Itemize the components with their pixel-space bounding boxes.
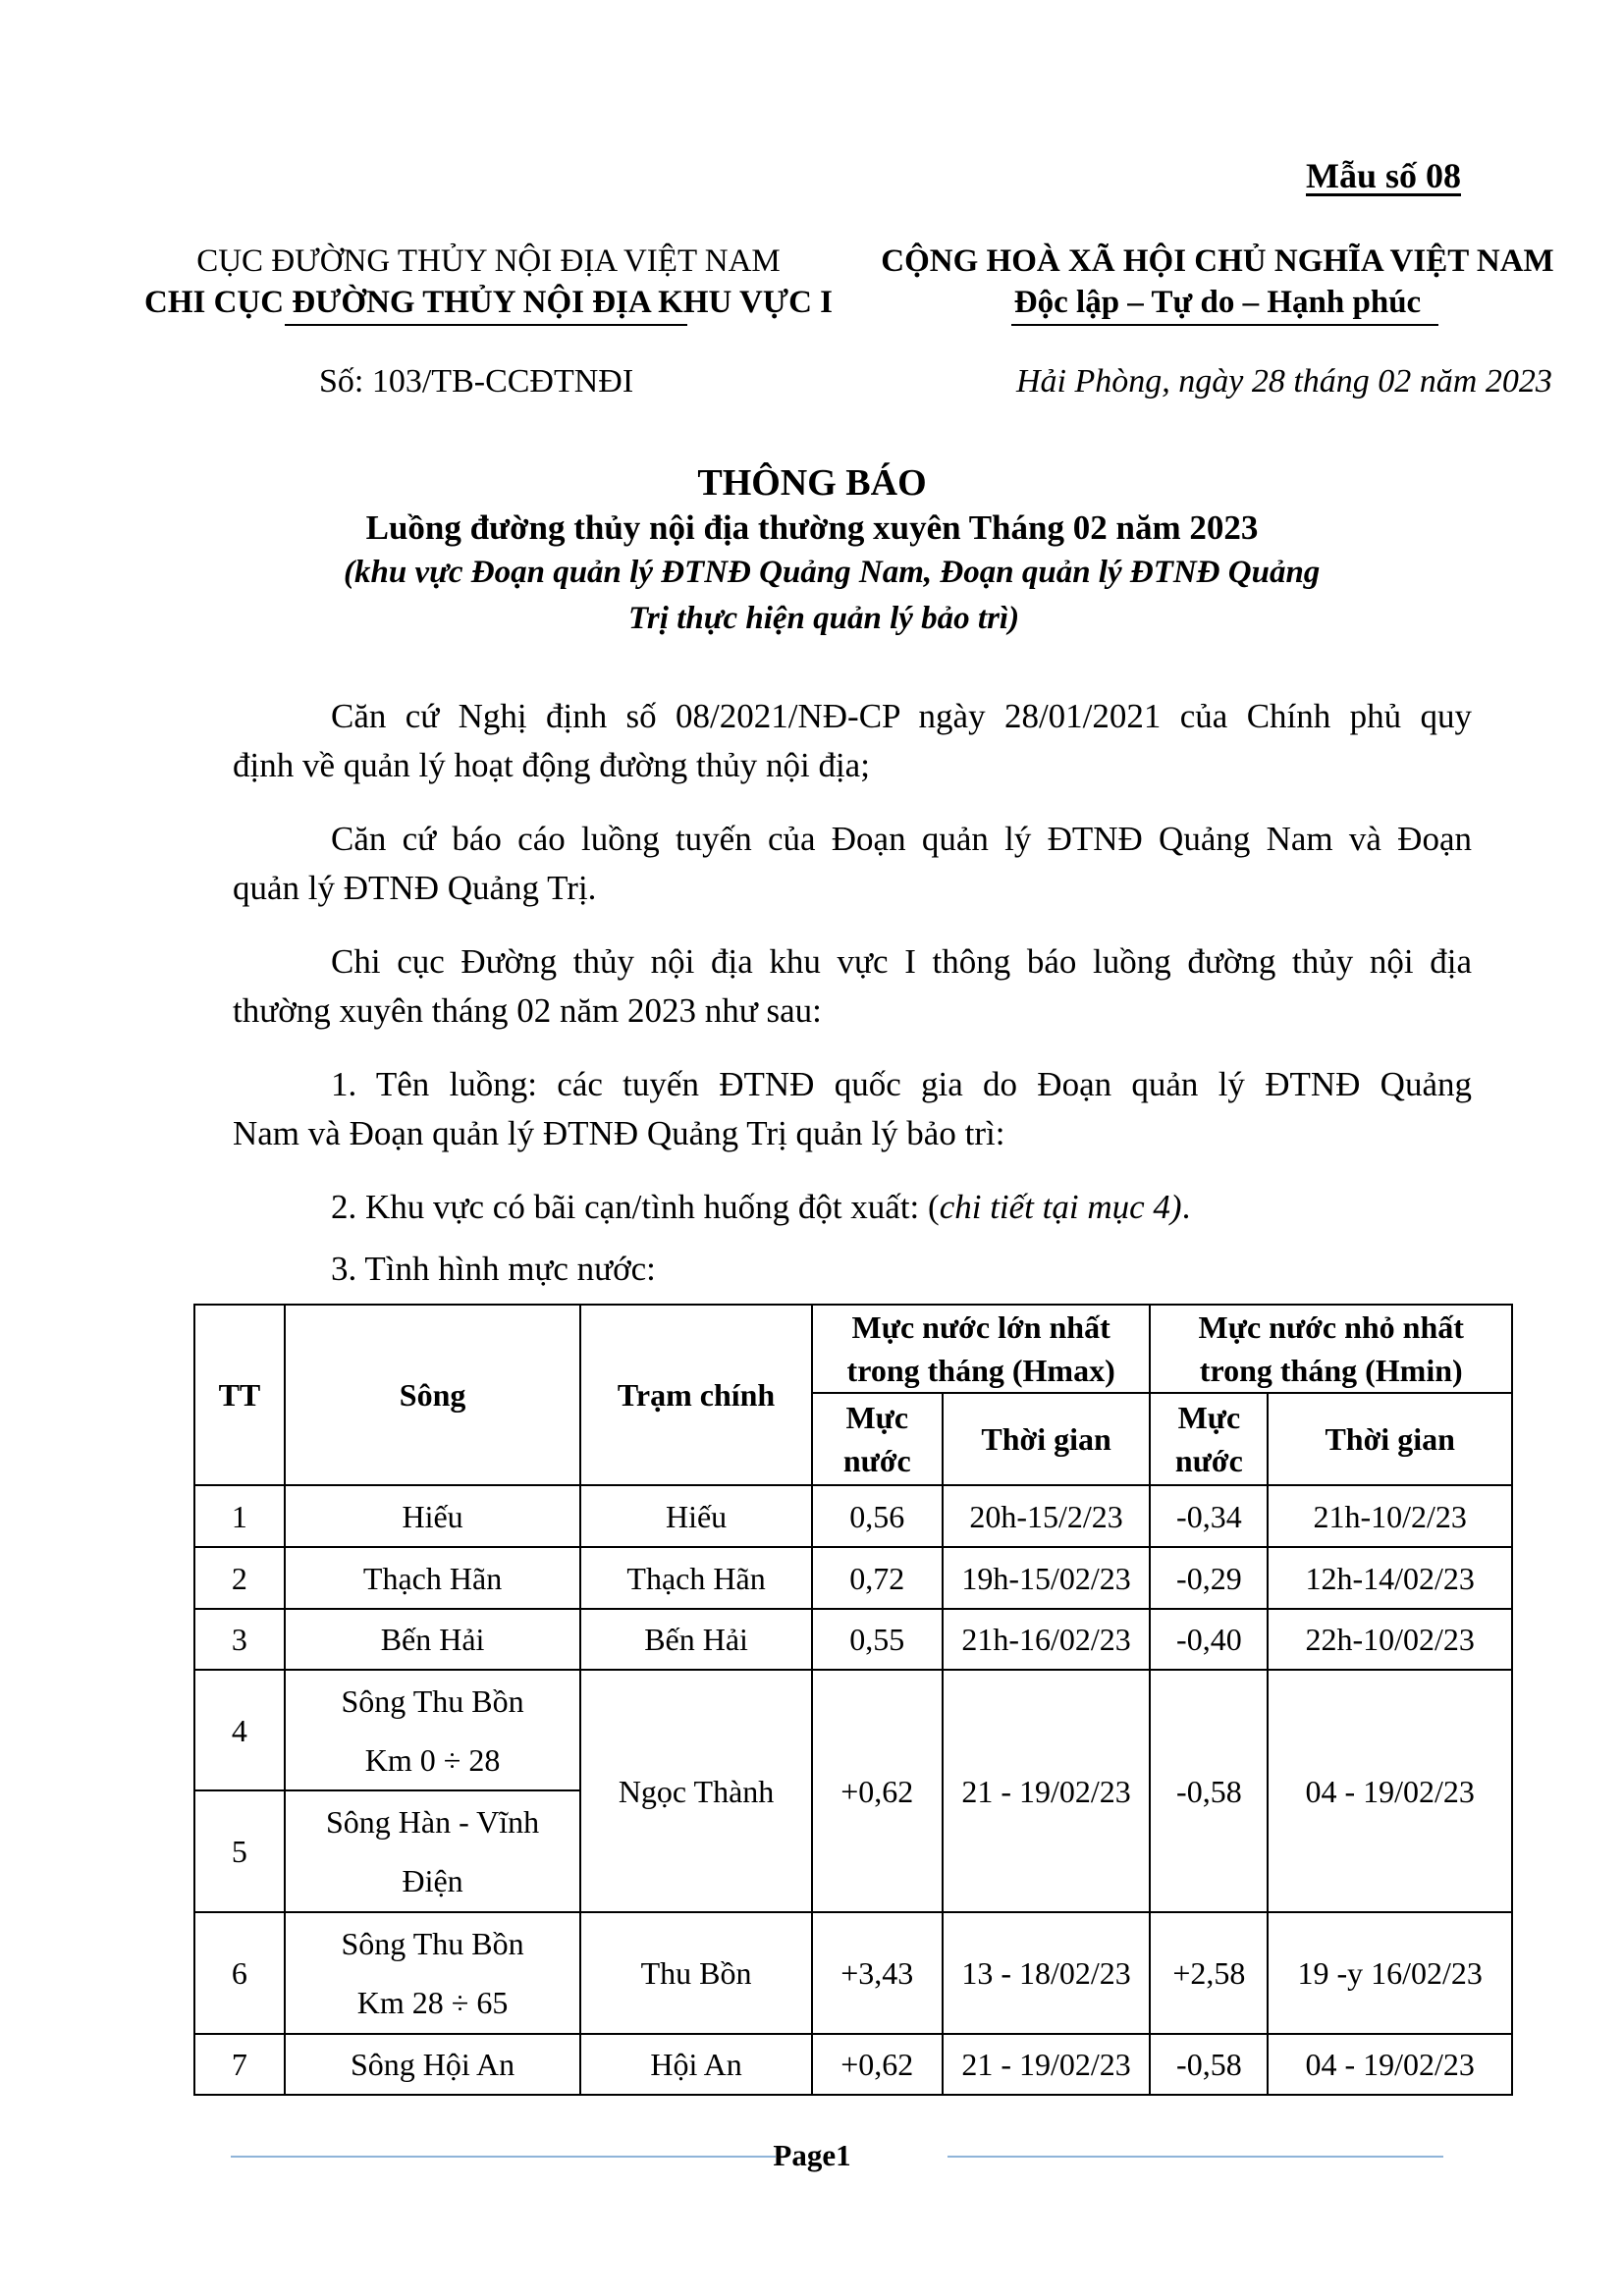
sub-agency-name: CHI CỤC ĐƯỜNG THỦY NỘI ĐỊA KHU VỰC I [144, 285, 833, 320]
paragraph-decree [233, 692, 1472, 790]
paragraph-line: định về quản lý hoạt động đường thủy nội địa; [233, 746, 870, 784]
paragraph-line: quản lý ĐTNĐ Quảng Trị. [233, 869, 597, 907]
cell-tt: 6 [194, 1912, 285, 2034]
paragraph-report [233, 815, 1472, 913]
agency-name: CỤC ĐƯỜNG THỦY NỘI ĐỊA VIỆT NAM [196, 243, 781, 279]
header-river: Sông [285, 1305, 580, 1485]
water-level-table [193, 1304, 1513, 2096]
agency-underline [285, 324, 687, 326]
cell-station: Thu Bồn [580, 1912, 812, 2034]
cell-hmax-time: 13 - 18/02/23 [943, 1912, 1151, 2034]
paragraph-line: Chi cục Đường thủy nội địa khu vực I thông báo luồng đường thủy nội địa [331, 942, 1472, 981]
cell-station: Hiếu [580, 1485, 812, 1547]
document-subtitle: Luồng đường thủy nội địa thường xuyên Tháng 02 năm 2023 [365, 508, 1259, 547]
header-hmax-level: Mực nước [812, 1393, 943, 1485]
footer-rule-right [947, 2156, 1443, 2158]
cell-tt: 4 [194, 1670, 285, 1790]
cell-tt: 7 [194, 2034, 285, 2095]
cell-tt: 5 [194, 1790, 285, 1912]
document-date: Hải Phòng, ngày 28 tháng 02 năm 2023 [1016, 363, 1552, 400]
header-tt: TT [194, 1305, 285, 1485]
motto-underline [1011, 324, 1438, 326]
cell-hmin: -0,29 [1150, 1547, 1268, 1609]
cell-hmax-time: 20h-15/2/23 [943, 1485, 1151, 1547]
cell-hmax: 0,55 [812, 1609, 943, 1670]
paragraph-line: 3. Tình hình mực nước: [331, 1250, 656, 1288]
cell-hmin-time: 04 - 19/02/23 [1268, 1670, 1512, 1912]
cell-river: Thạch Hãn [285, 1547, 580, 1609]
document-note-line1: (khu vực Đoạn quản lý ĐTNĐ Quảng Nam, Đoạn quản lý ĐTNĐ Quảng [344, 555, 1321, 590]
cell-river: Sông Thu Bồn Km 0 ÷ 28 [285, 1670, 580, 1790]
document-note-line2: Trị thực hiện quản lý bảo trì) [628, 601, 1020, 636]
cell-hmax: +0,62 [812, 1670, 943, 1912]
cell-hmin-time: 21h-10/2/23 [1268, 1485, 1512, 1547]
paragraph-line: thường xuyên tháng 02 năm 2023 như sau: [233, 991, 822, 1030]
cell-hmin: -0,34 [1150, 1485, 1268, 1547]
national-title: CỘNG HOÀ XÃ HỘI CHỦ NGHĨA VIỆT NAM [881, 243, 1554, 279]
cell-station: Thạch Hãn [580, 1547, 812, 1609]
cell-hmax: 0,56 [812, 1485, 943, 1547]
cell-station: Bến Hải [580, 1609, 812, 1670]
cell-hmin-time: 22h-10/02/23 [1268, 1609, 1512, 1670]
header-hmax-time: Thời gian [943, 1393, 1151, 1485]
cell-hmax: +0,62 [812, 2034, 943, 2095]
paragraph-shallow-area [233, 1183, 1472, 1232]
table-row [194, 1609, 1512, 1670]
paragraph-line: Căn cứ Nghị định số 08/2021/NĐ-CP ngày 28/01/2021 của Chính phủ quy [331, 697, 1472, 735]
cell-hmax-time: 21 - 19/02/23 [943, 2034, 1151, 2095]
cell-hmin-time: 12h-14/02/23 [1268, 1547, 1512, 1609]
paragraph-announcement [233, 937, 1472, 1036]
table-row [194, 1912, 1512, 2034]
cell-river: Sông Hội An [285, 2034, 580, 2095]
cell-hmax: 0,72 [812, 1547, 943, 1609]
cell-station: Hội An [580, 2034, 812, 2095]
cell-river: Hiếu [285, 1485, 580, 1547]
cell-tt: 1 [194, 1485, 285, 1547]
header-hmin-time: Thời gian [1268, 1393, 1512, 1485]
form-number: Mẫu số 08 [1306, 156, 1462, 195]
cell-tt: 3 [194, 1609, 285, 1670]
paragraph-line: Nam và Đoạn quản lý ĐTNĐ Quảng Trị quản lý bảo trì: [233, 1114, 1005, 1152]
table-row [194, 1670, 1512, 1790]
cell-river: Bến Hải [285, 1609, 580, 1670]
cell-hmin: -0,58 [1150, 2034, 1268, 2095]
cell-hmin: -0,40 [1150, 1609, 1268, 1670]
cell-hmin-time: 19 -y 16/02/23 [1268, 1912, 1512, 2034]
cell-hmin-time: 04 - 19/02/23 [1268, 2034, 1512, 2095]
header-hmax: Mực nước lớn nhất trong tháng (Hmax) [812, 1305, 1151, 1393]
cell-hmin: -0,58 [1150, 1670, 1268, 1912]
header-station: Trạm chính [580, 1305, 812, 1485]
cell-hmin: +2,58 [1150, 1912, 1268, 2034]
national-motto: Độc lập – Tự do – Hạnh phúc [1013, 285, 1422, 320]
cell-hmax: +3,43 [812, 1912, 943, 2034]
document-number: Số: 103/TB-CCĐTNĐI [319, 363, 634, 400]
paragraph-line: 2. Khu vực có bãi cạn/tình huống đột xuất: (chi tiết tại mục 4). [331, 1188, 1191, 1226]
cell-river: Sông Thu Bồn Km 28 ÷ 65 [285, 1912, 580, 2034]
cell-hmax-time: 19h-15/02/23 [943, 1547, 1151, 1609]
table-header-row [194, 1305, 1512, 1393]
paragraph-water-level [233, 1245, 1472, 1294]
header-hmin: Mực nước nhỏ nhất trong tháng (Hmin) [1150, 1305, 1512, 1393]
table-row [194, 2034, 1512, 2095]
cell-station: Ngọc Thành [580, 1670, 812, 1912]
paragraph-line: 1. Tên luồng: các tuyến ĐTNĐ quốc gia do Đoạn quản lý ĐTNĐ Quảng [331, 1065, 1472, 1103]
table-row [194, 1547, 1512, 1609]
cell-river: Sông Hàn - Vĩnh Điện [285, 1790, 580, 1912]
paragraph-route-name [233, 1060, 1472, 1158]
cell-hmax-time: 21 - 19/02/23 [943, 1670, 1151, 1912]
document-title: THÔNG BÁO [697, 462, 927, 504]
header-hmin-level: Mực nước [1150, 1393, 1268, 1485]
paragraph-line: Căn cứ báo cáo luồng tuyến của Đoạn quản lý ĐTNĐ Quảng Nam và Đoạn [331, 820, 1472, 858]
cell-hmax-time: 21h-16/02/23 [943, 1609, 1151, 1670]
table-row [194, 1485, 1512, 1547]
page-number: Page1 [773, 2138, 851, 2172]
cell-tt: 2 [194, 1547, 285, 1609]
